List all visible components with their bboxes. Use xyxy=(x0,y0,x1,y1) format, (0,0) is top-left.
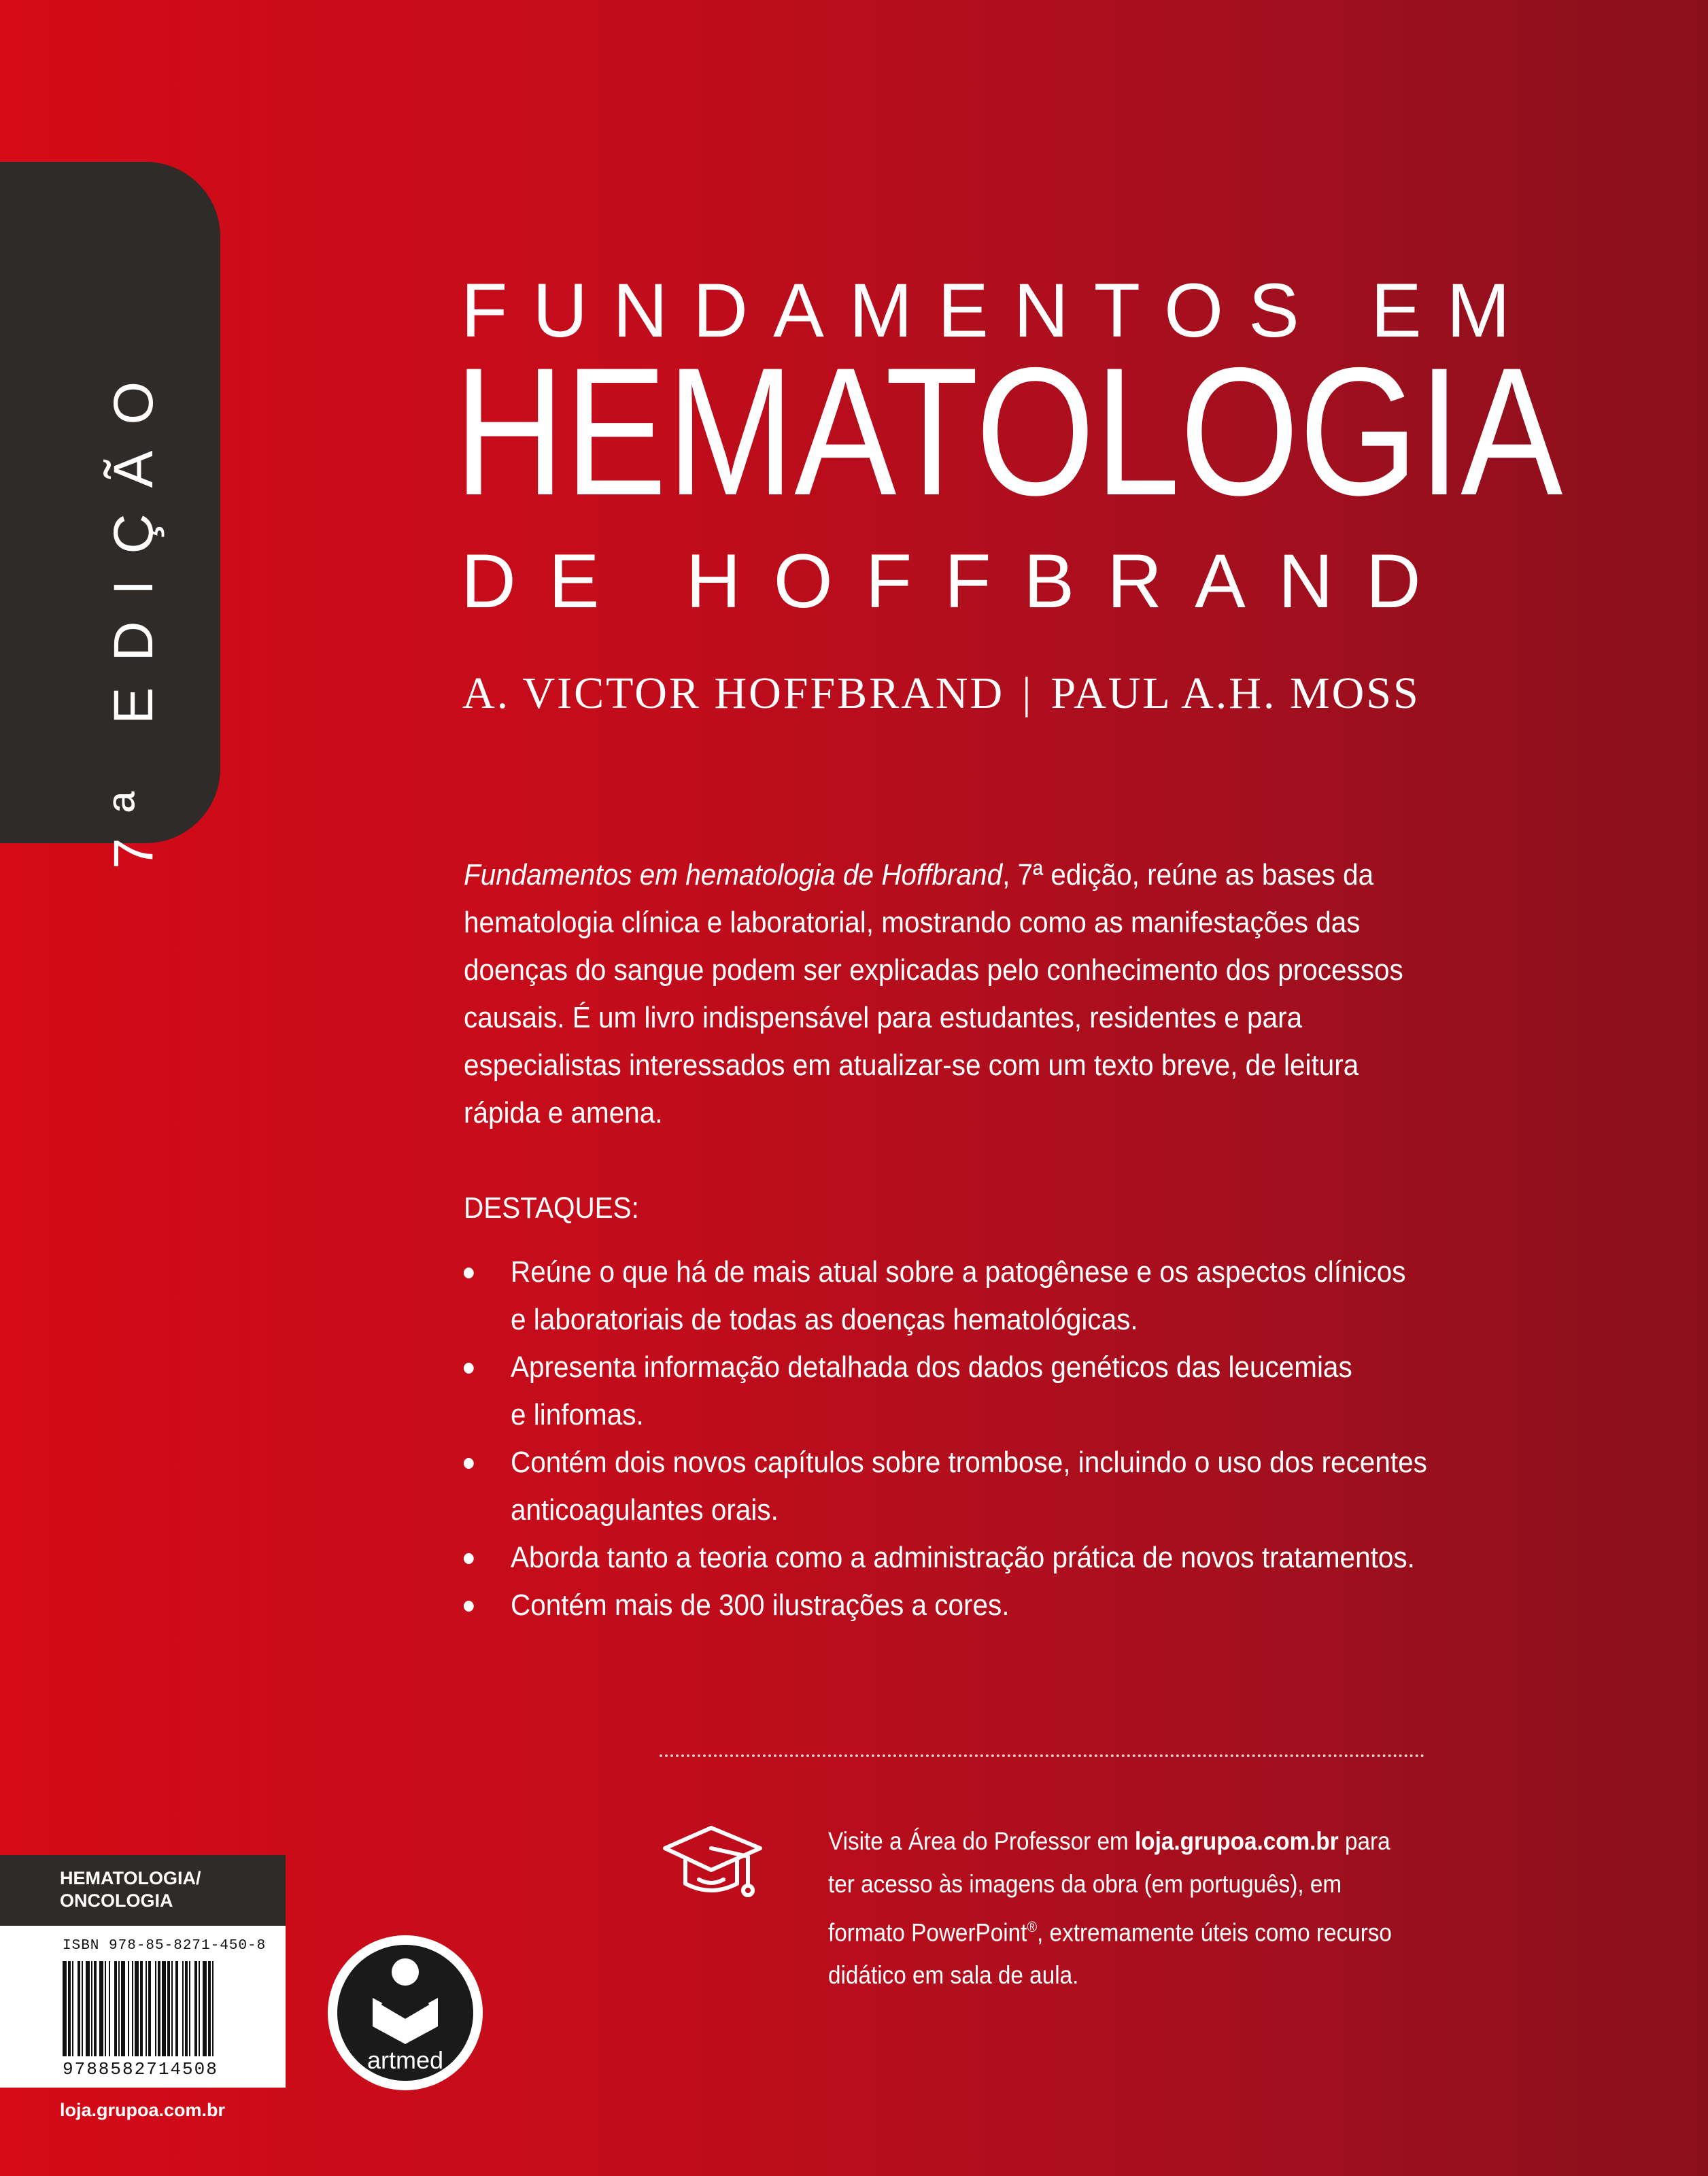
barcode-bar xyxy=(63,1961,67,2056)
edition-tab xyxy=(0,162,220,869)
barcode-bar xyxy=(158,1961,160,2056)
barcode-bar xyxy=(118,1961,120,2056)
barcode-bar xyxy=(194,1961,197,2056)
barcode-bar xyxy=(132,1961,133,2056)
barcode-bar xyxy=(146,1961,147,2056)
description-line: Fundamentos em hematologia de Hoffbrand, 7ª edição, reúne as bases da xyxy=(464,858,1374,891)
title-main: HEMATOLOGIA xyxy=(454,329,1563,533)
dotted-divider xyxy=(660,1754,1424,1757)
barcode-bar xyxy=(155,1961,156,2056)
description-line: rápida e amena. xyxy=(464,1096,663,1129)
barcode-bar xyxy=(91,1961,92,2056)
barcode-bar xyxy=(114,1961,117,2056)
highlight-item: Apresenta informação detalhada dos dados genéticos das leucemias e linfomas. xyxy=(464,1344,1414,1439)
highlight-item: Aborda tanto a teoria como a administração prática de novos tratamentos. xyxy=(464,1534,1414,1582)
barcode-bar xyxy=(94,1961,97,2056)
barcode-bar xyxy=(199,1961,200,2056)
barcode-bar xyxy=(208,1961,211,2056)
authors xyxy=(462,668,1420,719)
barcode-bar xyxy=(78,1961,80,2056)
category-label: HEMATOLOGIA/ ONCOLOGIA xyxy=(0,1855,286,1926)
highlights-heading: DESTAQUES: xyxy=(464,1191,639,1225)
highlight-item: Contém mais de 300 ilustrações a cores. xyxy=(464,1582,1414,1629)
barcode-bar xyxy=(99,1961,103,2056)
barcode-box xyxy=(0,1926,286,2088)
graduation-cap-icon xyxy=(658,1821,767,1909)
description-line: especialistas interessados em atualizar-se com um texto breve, de leitura xyxy=(464,1049,1359,1082)
barcode-bar xyxy=(121,1961,125,2056)
barcode-bar xyxy=(86,1961,90,2056)
barcode-bar xyxy=(148,1961,151,2056)
highlights-list xyxy=(464,1248,1427,1629)
barcode-bar xyxy=(105,1961,106,2056)
barcode-bar xyxy=(212,1961,214,2056)
title-line-1: FUNDAMENTOS EM xyxy=(461,268,1535,353)
barcode-bar xyxy=(167,1961,170,2056)
description-line: hematologia clínica e laboratorial, mostrando como as manifestações das xyxy=(464,906,1361,939)
description xyxy=(464,851,1403,1137)
isbn-label: ISBN 978-85-8271-450-8 xyxy=(63,1938,267,1954)
barcode-bar xyxy=(82,1961,83,2056)
description-book-title: Fundamentos em hematologia de Hoffbrand xyxy=(464,858,1003,891)
highlight-item: Contém dois novos capítulos sobre trombose, incluindo o uso dos recentes anticoagulantes orais. xyxy=(464,1439,1414,1534)
barcode-bar xyxy=(109,1961,110,2056)
highlight-item: Reúne o que há de mais atual sobre a patogênese e os aspectos clínicos e laboratoriais de todas as doenças hematológicas. xyxy=(464,1248,1414,1344)
barcode-digits: 9788582714508 xyxy=(63,2059,218,2079)
barcode xyxy=(63,1961,273,2056)
barcode-bar xyxy=(140,1961,143,2056)
store-url[interactable]: loja.grupoa.com.br xyxy=(60,2100,226,2120)
barcode-bar xyxy=(68,1961,71,2056)
publisher-name: artmed xyxy=(366,2046,444,2074)
barcode-bar xyxy=(171,1961,173,2056)
barcode-bar xyxy=(189,1961,190,2056)
description-line: doenças do sangue podem ser explicadas pelo conhecimento dos processos xyxy=(464,953,1403,987)
barcode-bar xyxy=(175,1961,178,2056)
barcode-bar xyxy=(182,1961,184,2056)
barcode-bar xyxy=(203,1961,207,2056)
barcode-bar xyxy=(128,1961,129,2056)
barcode-bar xyxy=(162,1961,166,2056)
barcode-bar xyxy=(135,1961,139,2056)
professor-url-link[interactable]: loja.grupoa.com.br xyxy=(1134,1827,1339,1855)
author-separator: | xyxy=(1022,668,1034,718)
professor-area-text: Visite a Área do Professor em loja.grupoa.com.br para ter acesso às imagens da obra (em português), em formato PowerPoint®, extremamente úteis como recurso didático em sala de aula. xyxy=(828,1827,1392,1990)
description-line: causais. É um livro indispensável para estudantes, residentes e para xyxy=(464,1001,1303,1034)
barcode-bar xyxy=(185,1961,188,2056)
author-1: A. VICTOR HOFFBRAND xyxy=(462,668,1005,718)
title-line-3: DE HOFFBRAND xyxy=(461,539,1454,624)
artmed-logo xyxy=(325,1933,485,2093)
author-2: PAUL A.H. MOSS xyxy=(1051,668,1420,718)
barcode-bar xyxy=(72,1961,73,2056)
edition-label: 7ª EDIÇÃO xyxy=(103,355,165,869)
